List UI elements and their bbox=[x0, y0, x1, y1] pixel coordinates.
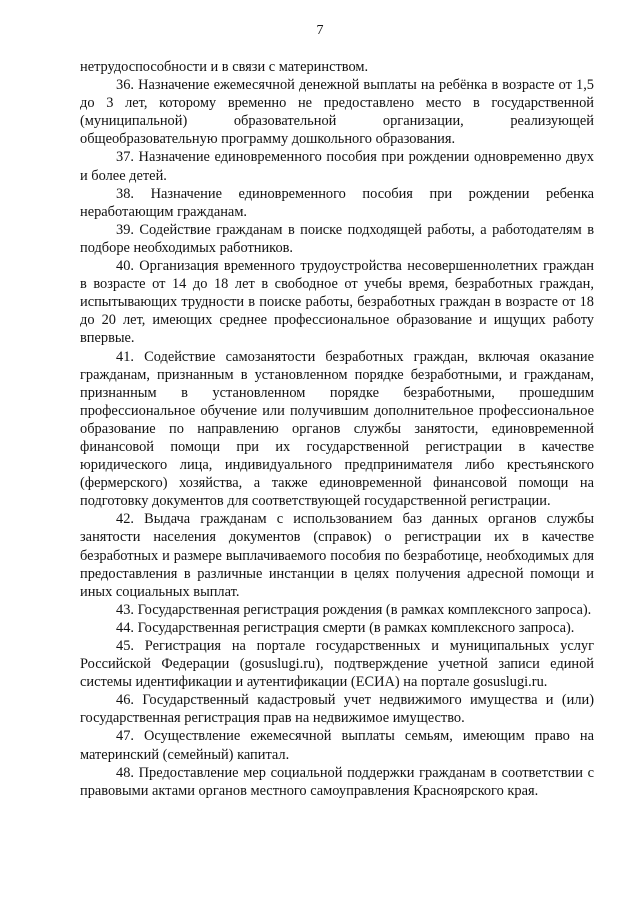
list-item-40: 40. Организация временного трудоустройства несовершеннолетних граждан в возрасте от 14 до 18 лет в свободное от учебы время, безработных граждан, испытывающих трудности в поиске работы, безработных граждан в возрасте от 18 до 20 лет, имеющих среднее профессиональное образование и ищущих работу впервые. bbox=[80, 258, 594, 347]
list-item-38: 38. Назначение единовременного пособия при рождении ребенка неработающим гражданам. bbox=[80, 185, 594, 220]
list-item-45: 45. Регистрация на портале государственных и муниципальных услуг Российской Федерации (gosuslugi.ru), подтверждение учетной записи единой системы идентификации и аутентификации (ЕСИА) на портале gosuslugi.ru. bbox=[80, 638, 594, 691]
list-item-48: 48. Предоставление мер социальной поддержки гражданам в соответствии с правовыми актами органов местного самоуправления Красноярского края. bbox=[80, 764, 594, 799]
list-item-44: 44. Государственная регистрация смерти (в рамках комплексного запроса). bbox=[116, 619, 575, 636]
document-body bbox=[80, 58, 594, 800]
list-item-37: 37. Назначение единовременного пособия при рождении одновременно двух и более детей. bbox=[80, 149, 594, 184]
list-item-36: 36. Назначение ежемесячной денежной выплаты на ребёнка в возрасте от 1,5 до 3 лет, которому временно не предоставлено место в государственной (муниципальной) образовательной организации, реализующей общеобразовательную программу дошкольного образования. bbox=[80, 77, 594, 148]
list-item-39: 39. Содействие гражданам в поиске подходящей работы, а работодателям в подборе необходимых работников. bbox=[80, 221, 594, 256]
list-item-41: 41. Содействие самозанятости безработных граждан, включая оказание гражданам, признанным в установленном порядке безработными, и гражданам, признанным в установленном порядке безработными, прошедшим профессиональное обучение или получившим дополнительное профессиональное образование по направлению органов службы занятости, единовременной финансовой помощи при их государственной регистрации в качестве юридического лица, индивидуального предпринимателя либо крестьянского (фермерского) хозяйства, а также единовременной финансовой помощи на подготовку документов для соответствующей государственной регистрации. bbox=[80, 348, 594, 510]
paragraph-continuation: нетрудоспособности и в связи с материнством. bbox=[80, 59, 369, 75]
list-item-43: 43. Государственная регистрация рождения (в рамках комплексного запроса). bbox=[116, 601, 592, 618]
list-item-47: 47. Осуществление ежемесячной выплаты семьям, имеющим право на материнский (семейный) капитал. bbox=[80, 728, 594, 763]
list-item-42: 42. Выдача гражданам с использованием баз данных органов службы занятости населения документов (справок) о регистрации их в качестве безработных и размере выплачиваемого пособия по безработице, необходимых для предоставления в различные инстанции в целях получения адресной помощи и иных социальных выплат. bbox=[80, 511, 594, 600]
list-item-46: 46. Государственный кадастровый учет недвижимого имущества и (или) государственная регистрация прав на недвижимое имущество. bbox=[80, 692, 594, 727]
page-number: 7 bbox=[316, 23, 324, 38]
